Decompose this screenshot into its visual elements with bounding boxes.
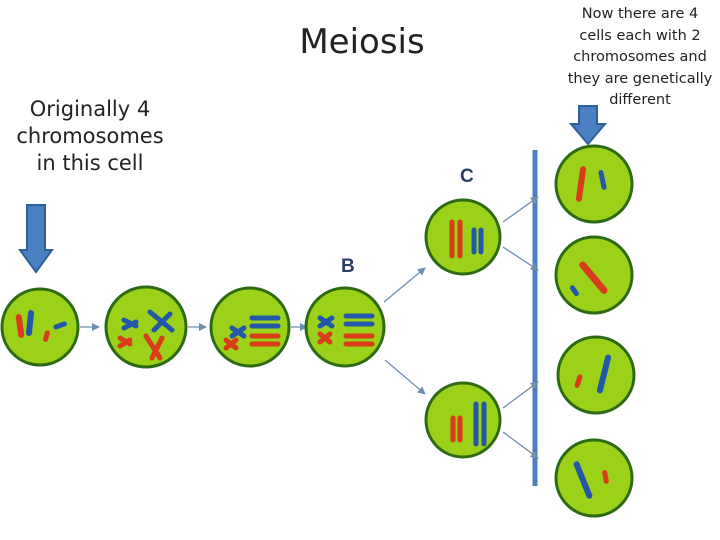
prophase-cell bbox=[106, 287, 186, 367]
second-division-cell-top bbox=[426, 200, 500, 274]
original-cell-note-line: chromosomes bbox=[16, 124, 164, 148]
chromosome bbox=[232, 328, 244, 336]
stage-label-b: B bbox=[341, 256, 355, 277]
diagram-title: Meiosis bbox=[299, 22, 425, 62]
flow-arrow bbox=[384, 268, 425, 302]
daughter-cells-note-line: they are genetically bbox=[567, 70, 713, 87]
daughter-cell-2 bbox=[556, 237, 632, 313]
anaphase-cell bbox=[306, 288, 384, 366]
second-division-cell-bottom bbox=[426, 383, 500, 457]
original-cell bbox=[2, 289, 78, 365]
chromosome bbox=[320, 334, 330, 342]
metaphase-cell bbox=[211, 288, 289, 366]
original-cell-note-line: Originally 4 bbox=[29, 97, 151, 121]
stage-label-c: C bbox=[460, 166, 474, 187]
flow-arrow bbox=[385, 360, 425, 394]
original-cell-note-line: in this cell bbox=[36, 151, 144, 175]
daughter-cells-note-line: cells each with 2 bbox=[579, 27, 701, 44]
daughter-cells-note-line: different bbox=[609, 92, 671, 108]
daughter-cell-4 bbox=[556, 440, 632, 516]
chromosome bbox=[226, 340, 236, 348]
down-arrow-right bbox=[571, 106, 605, 144]
daughter-cell-3 bbox=[558, 337, 634, 413]
daughter-cell-1 bbox=[556, 146, 632, 222]
down-arrow-left bbox=[20, 205, 52, 272]
daughter-cells-note-line: Now there are 4 bbox=[581, 6, 699, 22]
chromosome bbox=[320, 318, 332, 326]
daughter-cells-note-line: chromosomes and bbox=[573, 49, 707, 65]
